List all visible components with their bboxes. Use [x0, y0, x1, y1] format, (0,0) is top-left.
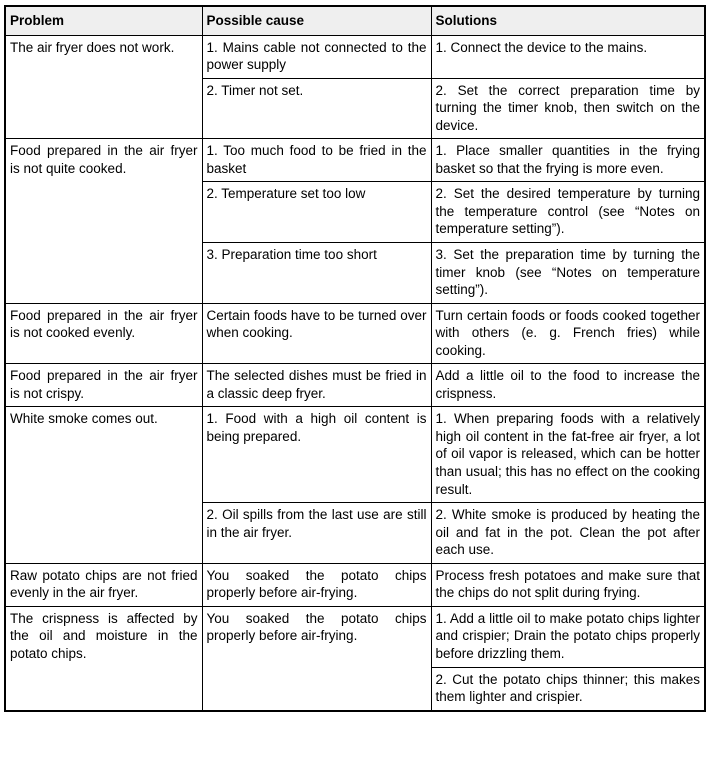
solution-cell: 2. White smoke is produced by heating the oil and fat in the pot. Clean the pot after each use. [431, 503, 705, 564]
table-row [5, 407, 705, 503]
cause-cell: 2. Temperature set too low [202, 182, 431, 243]
solution-cell: 1. Place smaller quantities in the frying basket so that the frying is more even. [431, 139, 705, 182]
cause-column-header: Possible cause [202, 6, 431, 35]
problem-cell: Food prepared in the air fryer is not crispy. [5, 364, 202, 407]
problem-cell: Food prepared in the air fryer is not quite cooked. [5, 139, 202, 303]
troubleshooting-table [4, 5, 706, 712]
cause-cell: 2. Timer not set. [202, 78, 431, 139]
solution-cell: 2. Cut the potato chips thinner; this makes them lighter and crispier. [431, 667, 705, 711]
problem-cell: Raw potato chips are not fried evenly in the air fryer. [5, 563, 202, 606]
solution-cell: 1. When preparing foods with a relatively high oil content in the fat-free air fryer, a lot of oil vapor is released, which can be hotter than usual; this has no effect on the cooking result. [431, 407, 705, 503]
cause-cell: 1. Food with a high oil content is being prepared. [202, 407, 431, 503]
cause-cell: Certain foods have to be turned over when cooking. [202, 303, 431, 364]
problem-cell: White smoke comes out. [5, 407, 202, 563]
solutions-column-header: Solutions [431, 6, 705, 35]
solution-cell: 2. Set the correct preparation time by turning the timer knob, then switch on the device. [431, 78, 705, 139]
problem-cell: The crispness is affected by the oil and moisture in the potato chips. [5, 606, 202, 710]
problem-column-header: Problem [5, 6, 202, 35]
solution-cell: Add a little oil to the food to increase the crispness. [431, 364, 705, 407]
cause-cell: 1. Mains cable not connected to the power supply [202, 35, 431, 78]
table-row [5, 139, 705, 182]
table-row [5, 563, 705, 606]
solution-cell: 2. Set the desired temperature by turning the temperature control (see “Notes on temperature setting”). [431, 182, 705, 243]
cause-cell: 2. Oil spills from the last use are still in the air fryer. [202, 503, 431, 564]
problem-cell: The air fryer does not work. [5, 35, 202, 139]
cause-cell: 3. Preparation time too short [202, 243, 431, 304]
solution-cell: Process fresh potatoes and make sure that the chips do not split during frying. [431, 563, 705, 606]
table-row [5, 364, 705, 407]
cause-cell: 1. Too much food to be fried in the basket [202, 139, 431, 182]
table-row [5, 303, 705, 364]
table-header-row [5, 6, 705, 35]
cause-cell: The selected dishes must be fried in a classic deep fryer. [202, 364, 431, 407]
problem-cell: Food prepared in the air fryer is not cooked evenly. [5, 303, 202, 364]
cause-cell: You soaked the potato chips properly before air-frying. [202, 563, 431, 606]
solution-cell: Turn certain foods or foods cooked together with others (e. g. French fries) while cooking. [431, 303, 705, 364]
cause-cell: You soaked the potato chips properly before air-frying. [202, 606, 431, 710]
solution-cell: 1. Add a little oil to make potato chips lighter and crispier; Drain the potato chips properly before drizzling them. [431, 606, 705, 667]
table-row [5, 606, 705, 667]
solution-cell: 1. Connect the device to the mains. [431, 35, 705, 78]
solution-cell: 3. Set the preparation time by turning the timer knob (see “Notes on temperature setting”). [431, 243, 705, 304]
table-row [5, 35, 705, 78]
